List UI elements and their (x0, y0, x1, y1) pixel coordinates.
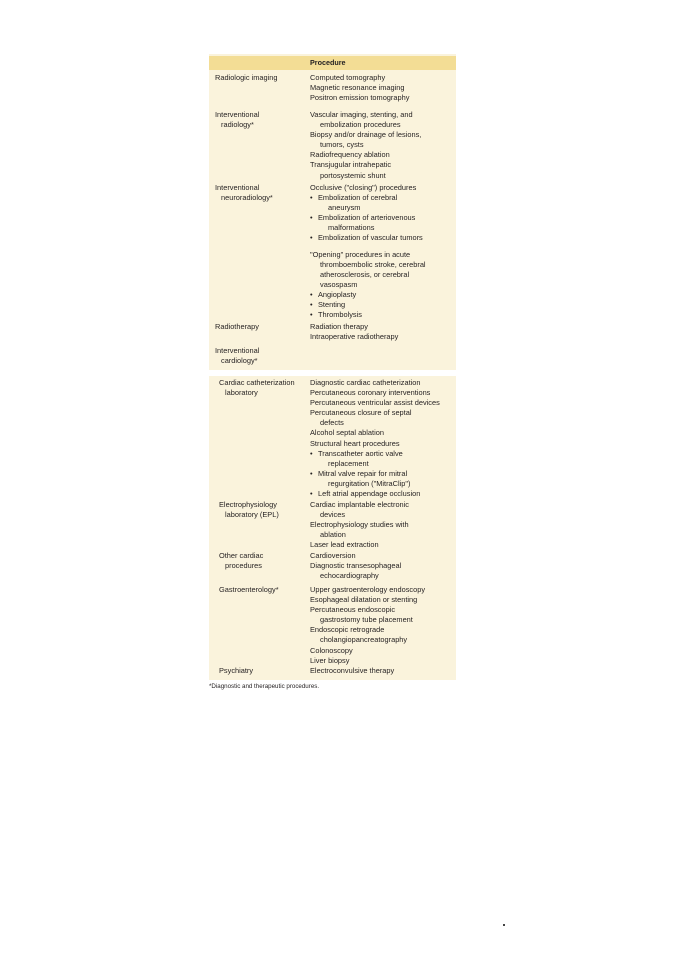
row-label: Interventional radiology* (215, 110, 260, 130)
table-panel-bottom (209, 376, 456, 680)
row-label: Other cardiac procedures (219, 551, 264, 571)
procedure-cell: Electroconvulsive therapy (310, 666, 395, 675)
row-label: Radiotherapy (215, 322, 259, 331)
procedure-cell: Vascular imaging, stenting, and embolization procedures Biopsy and/or drainage of lesions, tumors, cysts Radiofrequency ablation Transjugular intrahepatic portosystemic shunt (310, 110, 422, 180)
table-footnote: *Diagnostic and therapeutic procedures. (209, 683, 320, 690)
row-label: Psychiatry (219, 666, 254, 675)
procedure-cell: Cardiac implantable electronic devices Electrophysiology studies with ablation Laser lead extraction (310, 500, 410, 550)
procedure-cell: Radiation therapy Intraoperative radiotherapy (310, 322, 399, 342)
table-panel-top (209, 54, 456, 370)
procedure-cell: Upper gastroenterology endoscopy Esophageal dilatation or stenting Percutaneous endoscopic gastrostomy tube placement Endoscopic retrograde cholangiopancreatography Colonoscopy Liver biopsy (310, 585, 426, 665)
row-label: Electrophysiology laboratory (EPL) (219, 500, 279, 520)
row-label: Interventional neuroradiology* (215, 183, 273, 203)
page-mark (503, 924, 505, 926)
procedure-cell: Occlusive ("closing") procedures • Embolization of cerebral aneurysm • Embolization of arteriovenous malformations • Embolization of vascular tumors "Opening" procedures in acute thromboembolic stroke, cerebral atherosclerosis, or cerebral vasospasm • Angioplasty • Stenting • Thrombolysis (310, 183, 452, 320)
procedure-column-header: Procedure (310, 58, 346, 67)
procedure-cell: Cardioversion Diagnostic transesophageal echocardiography (310, 551, 402, 581)
row-label: Cardiac catheterization laboratory (219, 378, 295, 398)
procedure-cell: Computed tomography Magnetic resonance imaging Positron emission tomography (310, 73, 410, 103)
row-label: Gastroenterology* (219, 585, 279, 594)
row-label: Radiologic imaging (215, 73, 278, 82)
procedure-cell: Diagnostic cardiac catheterization Percutaneous coronary interventions Percutaneous ventricular assist devices Percutaneous closure of septal defects Alcohol septal ablation Structural heart procedures • Transcatheter aortic valve replacement • Mitral valve repair for mitral regurgitation ("MitraClip") • Left atrial appendage occlusion (310, 378, 452, 499)
row-label: Interventional cardiology* (215, 346, 260, 366)
table-header-row (209, 56, 456, 70)
